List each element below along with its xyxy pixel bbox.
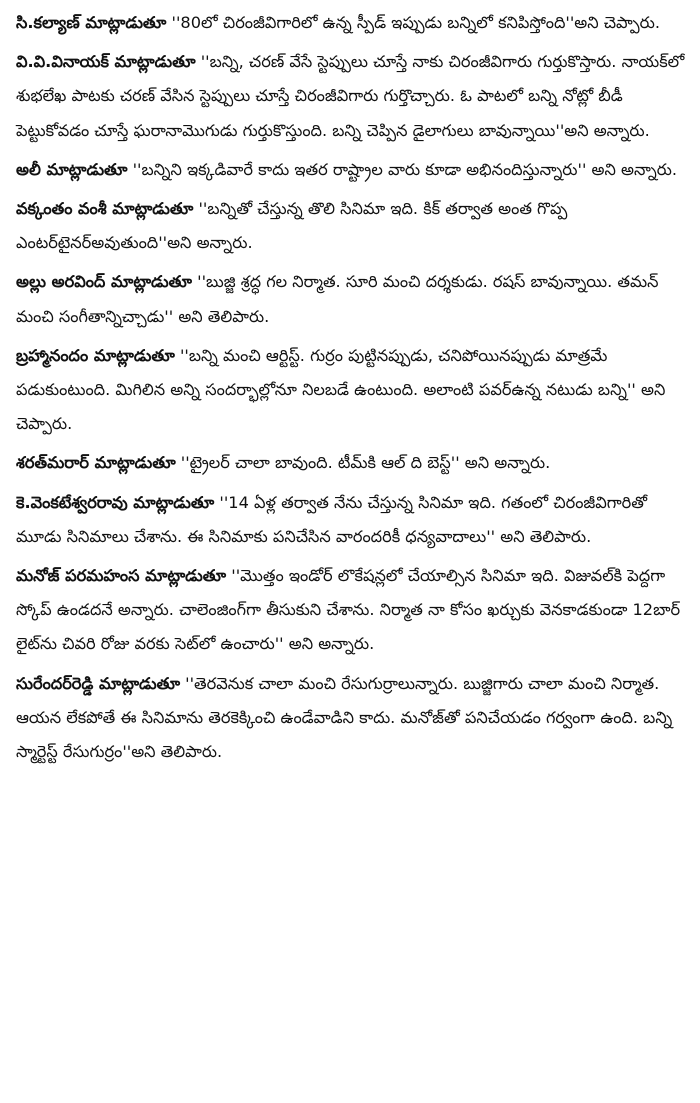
speaker-name: శరత్‌మరార్ మాట్లాడుతూ xyxy=(16,453,176,473)
speaker-quote: ''బన్ని మంచి ఆర్టిస్ట్. గుర్రం పుట్టినప్పుడు, చనిపోయినప్పుడు మాత్రమే పడుకుంటుంది. మిగిలిన అన్ని సందర్భాల్లోనూ నిలబడే ఉంటుంది. అలాంటి పవర్‌ఉన్న నటుడు బన్ని'' అని చెప్పారు. xyxy=(16,345,666,434)
speaker-name: అల్లు అరవింద్ మాట్లాడుతూ xyxy=(16,272,192,292)
speaker-quote: ''80లో చిరంజీవిగారిలో ఉన్న స్పీడ్ ఇప్పుడు బన్నిలో కనిపిస్తోంది''అని చెప్పారు. xyxy=(166,13,660,32)
paragraph-ali xyxy=(16,153,686,187)
paragraph-aravind xyxy=(16,265,686,333)
speaker-quote: ''బన్నిని ఇక్కడివారే కాదు ఇతర రాష్ట్రాల వారు కూడా అభినందిస్తున్నారు'' అని అన్నారు. xyxy=(127,159,678,179)
speaker-quote: ''తెరవెనుక చాలా మంచి రేసుగుర్రాలున్నారు. బుజ్జిగారు చాలా మంచి నిర్మాత. ఆయన లేకపోతే ఈ సినిమాను తెరకెక్కించి ఉండేవాడిని కాదు. మనోజ్‌తో పనిచేయడం గర్వంగా ఉంది. బన్ని స్మార్టెస్ట్ రేసుగుర్రం''అని తెలిపారు. xyxy=(16,673,673,762)
speaker-name: వక్కంతం వంశీ మాట్లాడుతూ xyxy=(16,199,194,219)
speaker-quote: ''14 ఏళ్ల తర్వాత నేను చేస్తున్న సినిమా ఇది. గతంలో చిరంజీవిగారితో మూడు సినిమాలు చేశాను. ఈ సినిమాకు పనిచేసిన వారందరికీ ధన్యవాదాలు'' అని తెలిపారు. xyxy=(16,492,648,546)
speaker-name: అలీ మాట్లాడుతూ xyxy=(16,159,128,179)
speaker-quote: ''ట్రైలర్ చాలా బావుంది. టీమ్‌కి ఆల్ ది బెస్ట్'' అని అన్నారు. xyxy=(175,453,551,473)
paragraph-kalyan xyxy=(16,6,686,40)
speaker-name: వి.వి.వినాయక్ మాట్లాడుతూ xyxy=(16,52,196,72)
speaker-quote: ''మొత్తం ఇండోర్ లొకేషన్లలో చేయాల్సిన సినిమా ఇది. విజువల్‌కి పెద్దగా స్కోప్ ఉండదనే అన్నారు. చాలెంజింగ్‌గా తీసుకుని చేశాను. నిర్మాత నా కోసం ఖర్చుకు వెనకాడకుండా 12బార్ లైట్‌ను చివరి రోజు వరకు సెట్‌లో ఉంచారు'' అని అన్నారు. xyxy=(16,566,681,654)
paragraph-brahmanandam xyxy=(16,339,686,442)
paragraph-surender xyxy=(16,667,686,770)
paragraph-sharath xyxy=(16,446,686,480)
speaker-quote: ''బన్నితో చేస్తున్న తొలి సినిమా ఇది. కిక్ తర్వాత అంత గొప్ప ఎంటర్‌టైనర్‌అవుతుంది''అని అన్నారు. xyxy=(16,199,568,253)
paragraph-vinayak xyxy=(16,45,686,148)
speaker-quote: ''బన్ని, చరణ్ వేసే స్టెప్పులు చూస్తే నాకు చిరంజీవిగారు గుర్తుకొస్తారు. నాయక్‌లో శుభలేఖ పాటకు చరణ్ వేసిన స్టెప్పులు చూస్తే చిరంజీవిగారు గుర్తొచ్చారు. ఓ పాటలో బన్ని నోట్లో బీడీ పెట్టుకోవడం చూస్తే ఘరానామొగుడు గుర్తుకొస్తుంది. బన్ని చెప్పిన డైలాగులు బావున్నాయి''అని అన్నారు. xyxy=(16,52,685,140)
paragraph-vamsi xyxy=(16,192,686,260)
speaker-name: సురేందర్‌రెడ్డి మాట్లాడుతూ xyxy=(16,673,181,693)
paragraph-manoj xyxy=(16,559,686,662)
speaker-quote: ''బుజ్జి శ్రద్ధ గల నిర్మాత. సూరి మంచి దర్శకుడు. రషస్ బావున్నాయి. తమన్ మంచి సంగీతాన్నిచ్చాడు'' అని తెలిపారు. xyxy=(16,272,659,326)
speaker-name: కె.వెంకటేశ్వరరావు మాట్లాడుతూ xyxy=(16,492,215,512)
speaker-name: సి.కల్యాణ్ మాట్లాడుతూ xyxy=(16,13,167,32)
speaker-name: బ్రహ్మానందం మాట్లాడుతూ xyxy=(16,345,175,365)
speaker-name: మనోజ్ పరమహంస మాట్లాడుతూ xyxy=(16,566,227,586)
paragraph-venkateswararao xyxy=(16,486,686,554)
article-body xyxy=(16,6,686,769)
